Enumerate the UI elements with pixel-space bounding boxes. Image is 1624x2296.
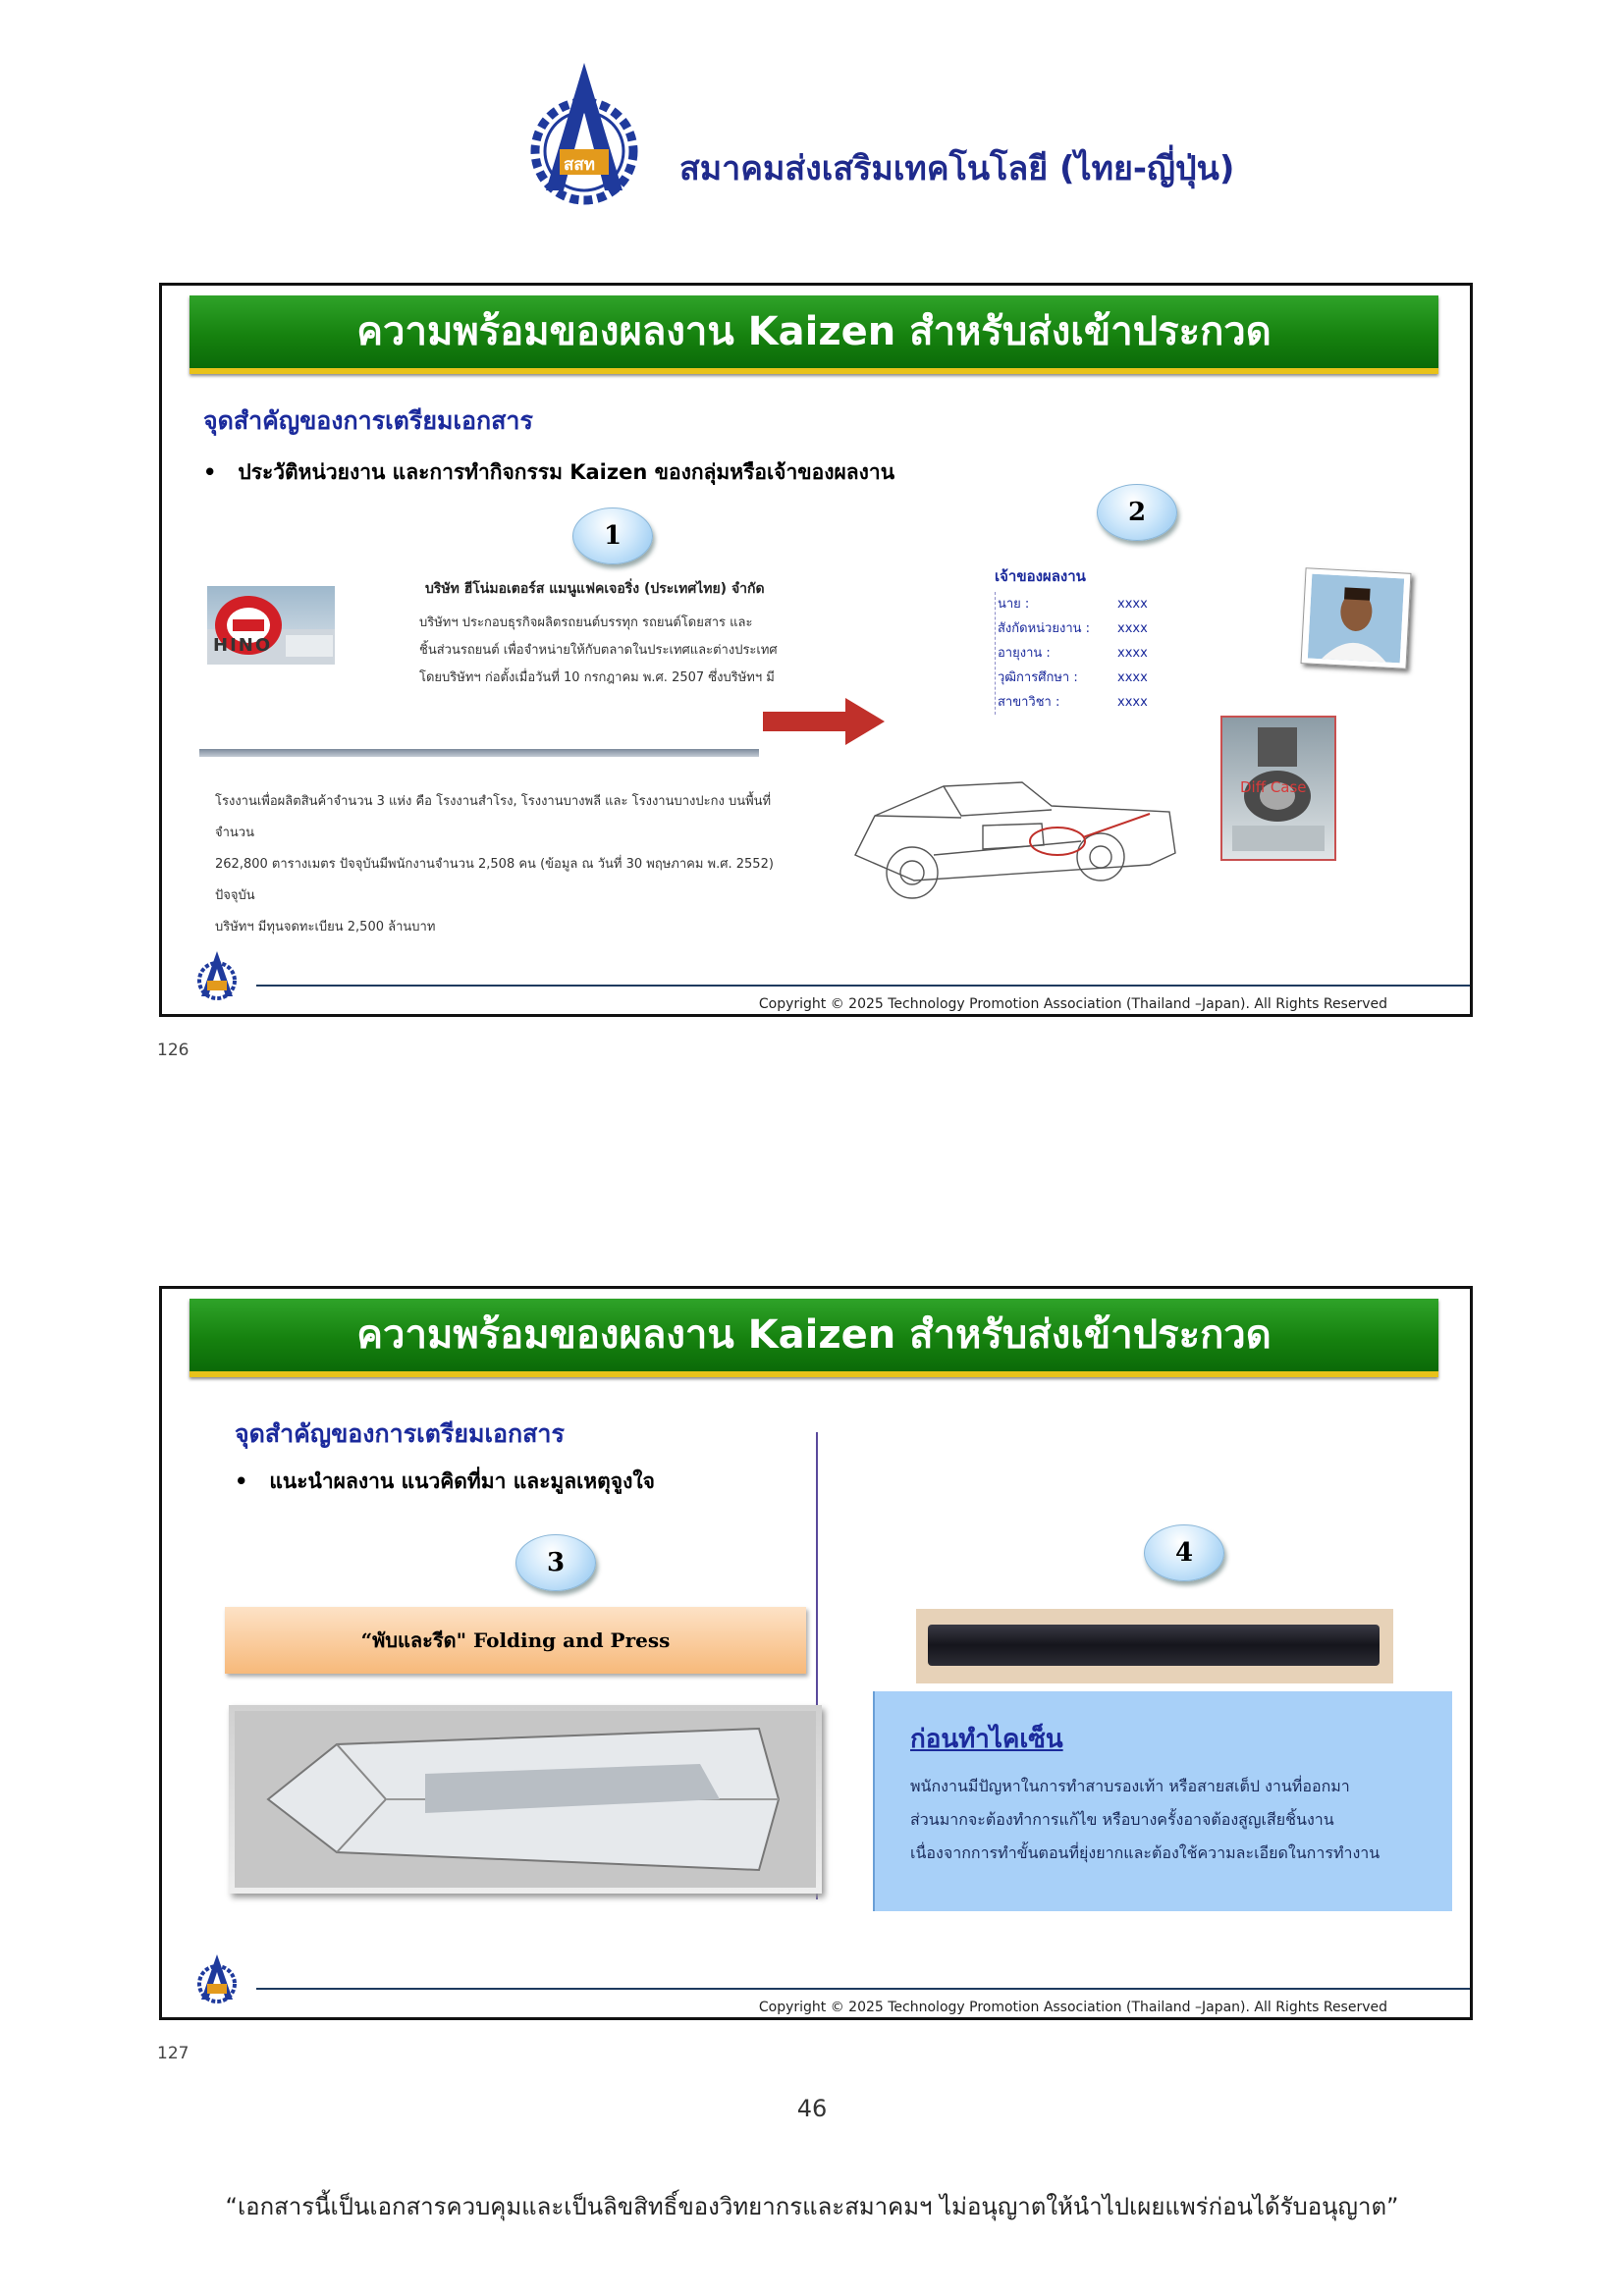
factory-line: 262,800 ตารางเมตร ปัจจุบันมีพนักงานจำนวน 2,508 คน (ข้อมูล ณ วันที่ 30 พฤษภาคม พ.ศ. 2552) ปัจจุบัน (215, 857, 774, 903)
slide-title-banner (189, 295, 1438, 374)
bullet-item (235, 1466, 655, 1498)
slide-126 (159, 283, 1473, 1017)
pickup-truck-drawing (836, 747, 1189, 924)
factory-description (215, 786, 804, 943)
company-line: โดยบริษัทฯ ก่อตั้งเมื่อวันที่ 10 กรกฎาคม พ.ศ. 2507 ซึ่งบริษัทฯ มี (419, 670, 775, 685)
fabric-strip-photo (916, 1609, 1393, 1683)
copyright-notice: Copyright © 2025 Technology Promotion Association (Thailand –Japan). All Rights Reserved (758, 2000, 1387, 2015)
company-line: ชิ้นส่วนรถยนต์ เพื่อจำหน่ายให้กับตลาดในประเทศและต่างประเทศ (419, 643, 778, 658)
company-description (419, 610, 910, 692)
owner-row: นาย : xxxx (998, 597, 1148, 612)
section-subheading: จุดสำคัญของการเตรียมเอกสาร (235, 1419, 565, 1448)
factory-line: บริษัทฯ มีทุนจดทะเบียน 2,500 ล้านบาท (215, 920, 436, 934)
slide-title: ความพร้อมของผลงาน Kaizen สำหรับส่งเข้าประกวด (356, 1312, 1272, 1358)
association-logo (526, 61, 642, 208)
footer-logo-icon (193, 949, 241, 1000)
before-kaizen-line: เนื่องจากการทำขั้นตอนที่ยุ่งยากและต้องใช้ความละเอียดในการทำงาน (910, 1843, 1380, 1862)
before-kaizen-line: ส่วนมากจะต้องทำการแก้ไข หรือบางครั้งอาจต้องสูญเสียชิ้นงาน (910, 1810, 1334, 1829)
slide-title: ความพร้อมของผลงาน Kaizen สำหรับส่งเข้าประกวด (356, 309, 1272, 354)
hino-logo-text: HINO (213, 635, 273, 656)
step-badge-1: 1 (572, 507, 653, 564)
bullet-text: ประวัติหน่วยงาน และการทำกิจกรรม Kaizen ของกลุ่มหรือเจ้าของผลงาน (238, 460, 895, 484)
folding-label-box (225, 1607, 806, 1674)
copyright-notice: Copyright © 2025 Technology Promotion Association (Thailand –Japan). All Rights Reserved (758, 996, 1387, 1012)
before-kaizen-line: พนักงานมีปัญหาในการทำสาบรองเท้า หรือสายสเต็ป งานที่ออกมา (910, 1777, 1350, 1795)
owner-row: อายุงาน : xxxx (998, 646, 1148, 661)
before-kaizen-heading: ก่อนทำไคเซ็น (910, 1725, 1063, 1754)
bullet-text: แนะนำผลงาน แนวคิดที่มา และมูลเหตุจูงใจ (269, 1469, 655, 1493)
slide-127 (159, 1286, 1473, 2020)
page-number: 46 (796, 2095, 828, 2122)
company-line: บริษัทฯ ประกอบธุรกิจผลิตรถยนต์บรรทุก รถยนต์โดยสาร และ (419, 615, 753, 630)
hino-building-image (207, 586, 335, 665)
bullet-item (203, 456, 894, 489)
bullet-dot-icon: • (203, 460, 239, 484)
company-name: บริษัท ฮีโน่มอเตอร์ส แมนูแฟคเจอริ่ง (ประเทศไทย) จำกัด (425, 581, 765, 597)
footer-line (256, 985, 1470, 987)
step-badge-4: 4 (1144, 1524, 1224, 1581)
owner-row: สาขาวิชา : xxxx (998, 695, 1148, 710)
section-divider (199, 749, 759, 757)
footer-line (256, 1988, 1470, 1990)
organization-name: สมาคมส่งเสริมเทคโนโลยี (ไทย-ญี่ปุ่น) (679, 149, 1235, 188)
owner-heading: เจ้าของผลงาน (995, 567, 1086, 585)
slide-number: 126 (157, 1041, 189, 1060)
slide-title-banner (189, 1299, 1438, 1377)
part-label: Diff Case (1240, 778, 1307, 796)
logo-text: สสท (564, 155, 595, 175)
diff-case-photo (1220, 716, 1336, 861)
folded-metal-photo (229, 1705, 822, 1894)
copyright-disclaimer: “เอกสารนี้เป็นเอกสารควบคุมและเป็นลิขสิทธิ์ของวิทยากรและสมาคมฯ ไม่อนุญาตให้นำไปเผยแพร่ก่อนได้รับอนุญาต” (225, 2193, 1399, 2220)
footer-logo-icon (193, 1952, 241, 2003)
section-subheading: จุดสำคัญของการเตรียมเอกสาร (203, 406, 533, 435)
slide-number: 127 (157, 2044, 189, 2063)
owner-info (995, 564, 1148, 715)
bullet-dot-icon: • (235, 1469, 270, 1493)
owner-row: สังกัดหน่วยงาน : xxxx (998, 621, 1148, 636)
step-badge-3: 3 (515, 1534, 596, 1591)
step-badge-2: 2 (1097, 484, 1177, 541)
owner-photo (1301, 567, 1412, 669)
folding-label: “พับและรีด" Folding and Press (360, 1629, 671, 1652)
factory-line: โรงงานเพื่อผลิตสินค้าจำนวน 3 แห่ง คือ โรงงานสำโรง, โรงงานบางพลี และ โรงงานบางปะกง บนพื้นที่จำนวน (215, 794, 772, 840)
before-kaizen-box (873, 1691, 1452, 1911)
owner-row: วุฒิการศึกษา : xxxx (998, 670, 1148, 685)
arrow-right-icon (763, 698, 885, 745)
